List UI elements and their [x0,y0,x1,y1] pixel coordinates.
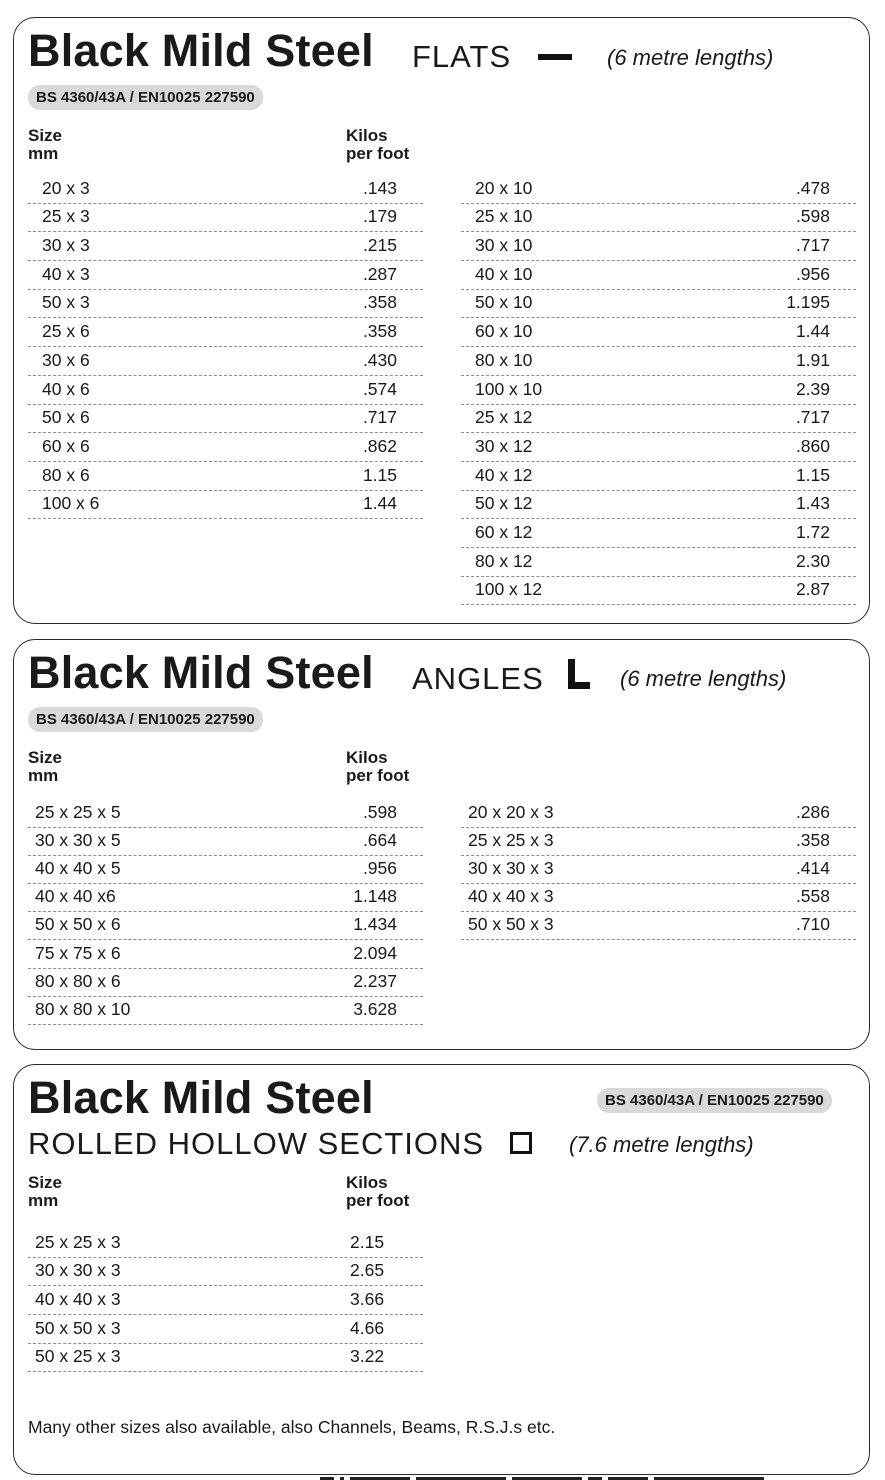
square-section-icon [510,1132,532,1154]
table-row [461,376,856,405]
size-cell: 50 x 3 [42,292,90,313]
kilos-cell: .956 [362,858,397,879]
table-row [461,433,856,462]
table-row [461,800,856,828]
kilos-cell: 1.43 [795,493,830,514]
table-row [28,347,423,376]
size-cell: 30 x 3 [42,235,90,256]
flats-left-table [28,175,423,519]
flats-title: Black Mild Steel [28,25,374,76]
angles-left-table [28,800,423,1025]
table-row [461,491,856,520]
size-cell: 40 x 40 x 5 [35,858,121,879]
hollow-panel [13,1064,870,1475]
table-row [461,828,856,856]
kilos-cell: .287 [362,263,397,284]
hollow-kilos-header: Kilos per foot [346,1173,410,1210]
size-cell: 80 x 80 x 10 [35,998,131,1019]
kilos-cell: .664 [362,830,397,851]
angles-standard-badge: BS 4360/43A / EN10025 227590 [28,707,263,732]
kilos-cell: .956 [795,263,830,284]
kilos-cell: 1.44 [795,321,830,342]
kilos-cell: .717 [795,407,830,428]
kilos-cell: 2.30 [795,550,830,571]
size-cell: 30 x 6 [42,349,90,370]
kilos-cell: 4.66 [350,1317,385,1338]
flats-right-table [461,175,856,605]
size-cell: 25 x 10 [475,206,533,227]
table-row [461,884,856,912]
kilos-cell: .598 [362,802,397,823]
size-cell: 80 x 12 [475,550,533,571]
size-cell: 30 x 10 [475,235,533,256]
table-row [461,261,856,290]
size-cell: 50 x 50 x 3 [468,914,554,935]
table-row [28,491,423,520]
kilos-cell: .358 [795,830,830,851]
table-row [461,290,856,319]
angles-lengths: (6 metre lengths) [620,666,787,691]
size-cell: 40 x 12 [475,464,533,485]
kilos-cell: .862 [362,435,397,456]
flats-standard-badge: BS 4360/43A / EN10025 227590 [28,85,263,110]
hollow-size-header: Size mm [28,1173,63,1210]
table-row [28,462,423,491]
table-row [28,318,423,347]
kilos-cell: .717 [362,407,397,428]
size-cell: 80 x 80 x 6 [35,970,121,991]
table-row [28,969,423,997]
table-row [461,204,856,233]
kilos-cell: 1.91 [795,349,830,370]
kilos-cell: 2.237 [353,970,397,991]
kilos-cell: 3.628 [353,998,397,1019]
size-cell: 25 x 6 [42,321,90,342]
size-cell: 30 x 12 [475,435,533,456]
size-cell: 80 x 6 [42,464,90,485]
angles-right-table [461,800,856,940]
kilos-cell: .143 [362,177,397,198]
table-row [28,997,423,1025]
size-cell: 100 x 6 [42,493,100,514]
table-row [28,376,423,405]
table-row [28,1258,423,1287]
size-cell: 50 x 50 x 3 [35,1317,121,1338]
table-row [28,1315,423,1344]
kilos-cell: 3.22 [350,1346,385,1367]
size-cell: 100 x 10 [475,378,543,399]
flats-panel [13,17,870,624]
size-cell: 40 x 3 [42,263,90,284]
kilos-cell: .574 [362,378,397,399]
table-row [28,433,423,462]
kilos-cell: .710 [795,914,830,935]
angles-title: Black Mild Steel [28,647,374,698]
size-cell: 40 x 40 x6 [35,886,116,907]
flat-bar-icon [538,54,572,60]
table-row [28,828,423,856]
kilos-cell: 2.39 [795,378,830,399]
kilos-cell: .414 [795,858,830,879]
size-cell: 30 x 30 x 5 [35,830,121,851]
flats-kilos-header: Kilos per foot [346,126,410,163]
hollow-standard-badge: BS 4360/43A / EN10025 227590 [597,1088,832,1113]
table-row [28,405,423,434]
table-row [28,1229,423,1258]
table-row [461,232,856,261]
table-row [28,800,423,828]
size-cell: 20 x 20 x 3 [468,802,554,823]
table-row [461,347,856,376]
flats-lengths: (6 metre lengths) [607,45,774,70]
size-cell: 80 x 10 [475,349,533,370]
kilos-cell: .717 [795,235,830,256]
kilos-cell: 2.094 [353,942,397,963]
size-cell: 40 x 6 [42,378,90,399]
kilos-cell: 1.195 [786,292,830,313]
kilos-cell: 2.15 [350,1231,385,1252]
kilos-cell: 1.44 [362,493,397,514]
table-row [28,912,423,940]
table-row [28,1286,423,1315]
hollow-subtitle: ROLLED HOLLOW SECTIONS [28,1126,485,1161]
size-cell: 40 x 40 x 3 [468,886,554,907]
size-cell: 30 x 30 x 3 [468,858,554,879]
size-cell: 50 x 12 [475,493,533,514]
table-row [28,232,423,261]
kilos-cell: .430 [362,349,397,370]
size-cell: 25 x 25 x 5 [35,802,121,823]
kilos-cell: 1.72 [795,521,830,542]
size-cell: 20 x 3 [42,177,90,198]
size-cell: 50 x 50 x 6 [35,914,121,935]
size-cell: 40 x 10 [475,263,533,284]
table-row [461,856,856,884]
hollow-table [28,1229,423,1372]
kilos-cell: 1.15 [362,464,397,485]
kilos-cell: 1.15 [795,464,830,485]
size-cell: 100 x 12 [475,579,543,600]
size-cell: 60 x 6 [42,435,90,456]
size-cell: 25 x 25 x 3 [468,830,554,851]
table-row [28,261,423,290]
size-cell: 50 x 10 [475,292,533,313]
kilos-cell: 3.66 [350,1289,385,1310]
hollow-title: Black Mild Steel [28,1072,374,1123]
table-row [461,175,856,204]
angles-size-header: Size mm [28,748,63,785]
angles-panel [13,639,870,1050]
size-cell: 25 x 25 x 3 [35,1231,121,1252]
kilos-cell: .358 [362,321,397,342]
kilos-cell: .478 [795,177,830,198]
size-cell: 25 x 12 [475,407,533,428]
table-row [28,175,423,204]
angle-section-icon [568,659,590,689]
table-row [461,462,856,491]
hollow-footnote: Many other sizes also available, also Channels, Beams, R.S.J.s etc. [28,1417,556,1437]
table-row [461,519,856,548]
size-cell: 30 x 30 x 3 [35,1260,121,1281]
kilos-cell: .860 [795,435,830,456]
table-row [28,204,423,233]
table-row [28,290,423,319]
table-row [461,318,856,347]
hollow-lengths: (7.6 metre lengths) [569,1132,754,1157]
angles-kilos-header: Kilos per foot [346,748,410,785]
flats-subtitle: FLATS [412,39,512,74]
table-row [461,912,856,940]
table-row [461,548,856,577]
kilos-cell: 1.148 [353,886,397,907]
table-row [461,577,856,606]
size-cell: 75 x 75 x 6 [35,942,121,963]
size-cell: 50 x 6 [42,407,90,428]
size-cell: 40 x 40 x 3 [35,1289,121,1310]
kilos-cell: .215 [362,235,397,256]
kilos-cell: .179 [362,206,397,227]
table-row [461,405,856,434]
kilos-cell: 2.65 [350,1260,385,1281]
angles-subtitle: ANGLES [412,661,544,696]
size-cell: 60 x 12 [475,521,533,542]
kilos-cell: .558 [795,886,830,907]
table-row [28,940,423,968]
cropped-footer-fragment [320,1472,840,1480]
table-row [28,884,423,912]
kilos-cell: 1.434 [353,914,397,935]
table-row [28,856,423,884]
kilos-cell: 2.87 [795,579,830,600]
kilos-cell: .286 [795,802,830,823]
size-cell: 25 x 3 [42,206,90,227]
kilos-cell: .598 [795,206,830,227]
flats-size-header: Size mm [28,126,63,163]
size-cell: 50 x 25 x 3 [35,1346,121,1367]
size-cell: 60 x 10 [475,321,533,342]
table-row [28,1344,423,1373]
kilos-cell: .358 [362,292,397,313]
size-cell: 20 x 10 [475,177,533,198]
